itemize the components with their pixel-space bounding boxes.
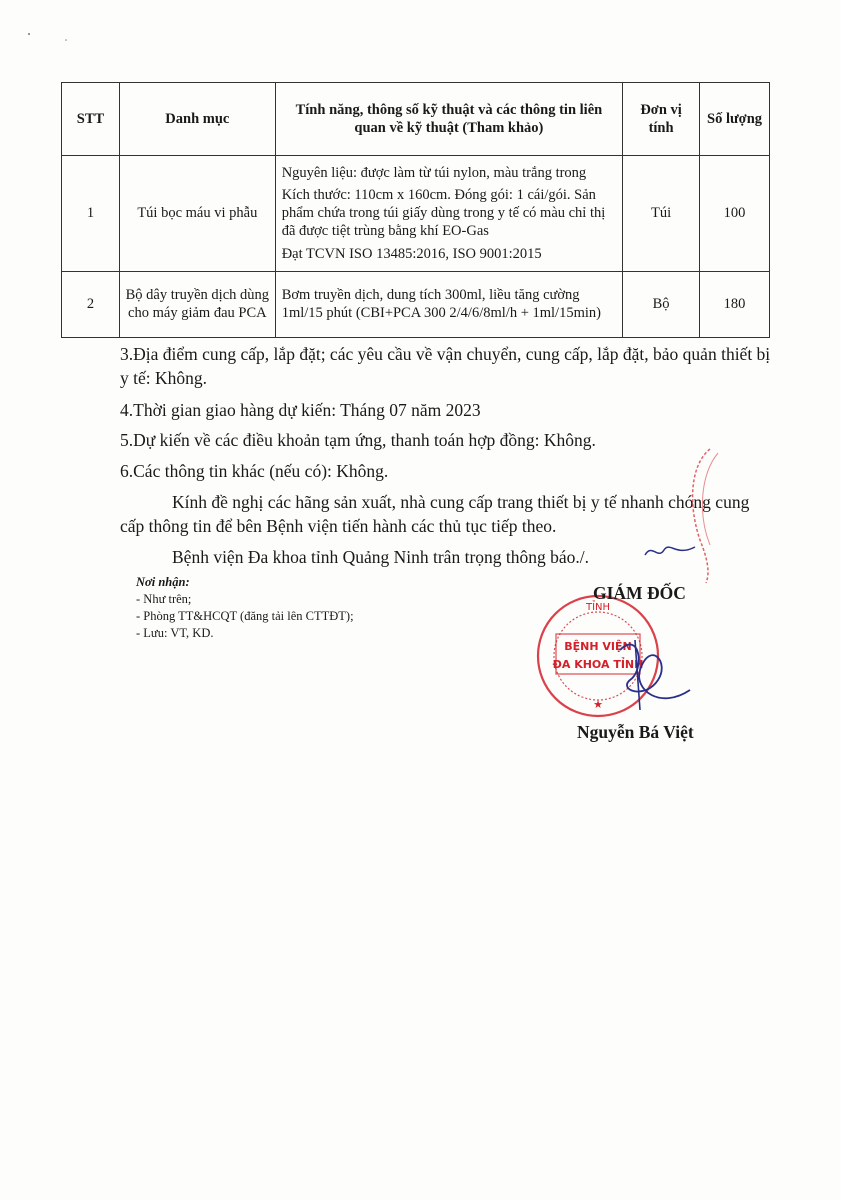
header-unit: Đơn vị tính	[623, 83, 700, 156]
scan-marks	[26, 30, 76, 44]
signer-title: GIÁM ĐỐC	[593, 583, 686, 603]
paragraph-delivery-location: 3.Địa điểm cung cấp, lắp đặt; các yêu cầu về vận chuyển, cung cấp, lắp đặt, bảo quản thiết bị y tế: Không.	[120, 344, 771, 388]
svg-text:★: ★	[593, 698, 603, 711]
table-row	[62, 271, 770, 337]
row-stt: 1	[62, 156, 120, 272]
table-header-row	[62, 83, 770, 156]
header-spec: Tính năng, thông số kỹ thuật và các thông tin liên quan về kỹ thuật (Tham khảo)	[275, 83, 622, 156]
specification-table	[61, 82, 770, 338]
header-stt: STT	[62, 83, 120, 156]
row-category: Túi bọc máu vi phẫu	[119, 156, 275, 272]
paragraph-request: Kính đề nghị các hãng sản xuất, nhà cung cấp trang thiết bị y tế nhanh chóng cung cấp thông tin để bên Bệnh viện tiến hành các thủ tục tiếp theo.	[120, 492, 750, 536]
svg-text:BỆNH VIỆN: BỆNH VIỆN	[564, 640, 632, 653]
svg-text:ĐA KHOA TỈNH: ĐA KHOA TỈNH	[552, 658, 644, 671]
header-category: Danh mục	[119, 83, 275, 156]
signer-name: Nguyễn Bá Việt	[577, 722, 694, 742]
recipient-item: - Như trên;	[136, 592, 192, 606]
paragraph-payment-terms: 5.Dự kiến về các điều khoản tạm ứng, thanh toán hợp đồng: Không.	[120, 430, 596, 450]
recipients-block	[136, 574, 354, 642]
spec-line: Bơm truyền dịch, dung tích 300ml, liều tăng cường 1ml/15 phút (CBI+PCA 300 2/4/6/8ml/h + 1ml/15min)	[281, 287, 601, 322]
paragraph-other-info: 6.Các thông tin khác (nếu có): Không.	[120, 461, 389, 481]
row-category: Bộ dây truyền dịch dùng cho máy giảm đau PCA	[119, 271, 275, 337]
paragraph-delivery-time: 4.Thời gian giao hàng dự kiến: Tháng 07 năm 2023	[120, 400, 481, 420]
row-unit: Túi	[623, 156, 700, 272]
paragraph-closing: Bệnh viện Đa khoa tỉnh Quảng Ninh trân trọng thông báo./.	[172, 547, 590, 567]
recipient-item: - Lưu: VT, KD.	[136, 626, 214, 640]
row-stt: 2	[62, 271, 120, 337]
row-quantity: 100	[700, 156, 770, 272]
row-quantity: 180	[700, 271, 770, 337]
row-unit: Bộ	[623, 271, 700, 337]
recipient-item: - Phòng TT&HCQT (đăng tải lên CTTĐT);	[136, 609, 354, 623]
svg-text:TỈNH: TỈNH	[585, 602, 611, 613]
spec-line: Kích thước: 110cm x 160cm. Đóng gói: 1 cái/gói. Sản phẩm chứa trong túi giấy dùng trong y tế có màu chỉ thị đã được tiệt trùng bằng khí EO-Gas	[281, 187, 606, 240]
row-spec	[275, 271, 622, 337]
header-quantity: Số lượng	[700, 83, 770, 156]
row-spec	[275, 156, 622, 272]
spec-line: Nguyên liệu: được làm từ túi nylon, màu trắng trong	[281, 165, 587, 181]
closing-signature-mark	[640, 535, 700, 565]
recipients-title: Nơi nhận:	[136, 575, 190, 589]
signature-scribble	[600, 610, 700, 730]
spec-line: Đạt TCVN ISO 13485:2016, ISO 9001:2015	[281, 245, 542, 262]
table-row	[62, 156, 770, 272]
